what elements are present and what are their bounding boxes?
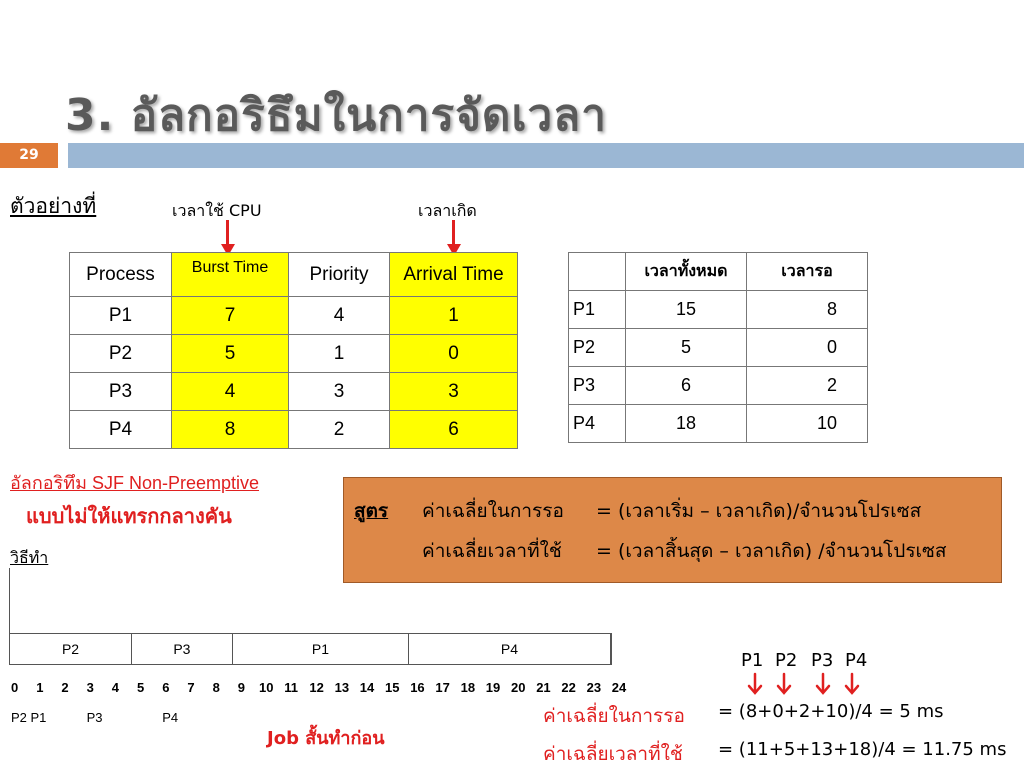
- cell-process: P2: [70, 335, 172, 373]
- example-label: ตัวอย่างที่: [10, 194, 97, 218]
- header-bar: [68, 143, 1024, 168]
- avg-wait-expr: = (8+0+2+10)/4 = 5 ms: [718, 701, 944, 722]
- header-burst-time: Burst Time: [172, 253, 289, 297]
- gantt-tick: 7: [187, 680, 195, 695]
- header-empty: [569, 253, 626, 291]
- formula-line1-expr: = (เวลาเริ่ม – เวลาเกิด)/จำนวนโปรเซส: [596, 500, 922, 522]
- arrow-down-icon: [846, 674, 858, 693]
- cell-process: P4: [569, 405, 626, 443]
- cell-priority: 2: [289, 411, 390, 449]
- formula-line2-expr: = (เวลาสิ้นสุด – เวลาเกิด) /จำนวนโปรเซส: [596, 540, 947, 562]
- gantt-arrival-label: P3: [86, 710, 103, 725]
- result-table: [568, 252, 868, 443]
- cell-wait: 10: [747, 405, 868, 443]
- cell-burst: 5: [172, 335, 289, 373]
- header-total-time: เวลาทั้งหมด: [626, 253, 747, 291]
- proc-label-p3: P3: [811, 650, 834, 671]
- method-label: วิธีทำ: [10, 548, 49, 567]
- gantt-tick: 17: [435, 680, 450, 695]
- gantt-tick: 23: [586, 680, 602, 695]
- formula-box: [343, 477, 1002, 583]
- cell-process: P1: [569, 291, 626, 329]
- gantt-tick: 19: [485, 680, 501, 695]
- table-row: [569, 291, 868, 329]
- avg-wait-label: ค่าเฉลี่ยในการรอ: [543, 705, 685, 727]
- gantt-tick: 8: [212, 680, 220, 695]
- header-arrival-time: Arrival Time: [390, 253, 518, 297]
- formula-line2-name: ค่าเฉลี่ยเวลาที่ใช้: [422, 540, 562, 562]
- cell-wait: 8: [747, 291, 868, 329]
- cell-process: P3: [569, 367, 626, 405]
- cell-burst: 4: [172, 373, 289, 411]
- table-row: [569, 329, 868, 367]
- gantt-tick: 12: [309, 680, 324, 695]
- gantt-tick: 6: [162, 680, 170, 695]
- gantt-segment-p4: P4: [409, 634, 611, 664]
- gantt-tick: 18: [460, 680, 476, 695]
- gantt-tick: 11: [284, 680, 298, 695]
- header-wait-time: เวลารอ: [747, 253, 868, 291]
- cell-total: 5: [626, 329, 747, 367]
- cell-priority: 3: [289, 373, 390, 411]
- cell-process: P4: [70, 411, 172, 449]
- gantt-tick: 2: [61, 680, 69, 695]
- cell-process: P3: [70, 373, 172, 411]
- table-row: [70, 373, 518, 411]
- table-row: [569, 367, 868, 405]
- gantt-segment-p2: P2: [10, 634, 132, 664]
- gantt-tick: 22: [561, 680, 576, 695]
- gantt-tick: 9: [237, 680, 246, 695]
- gantt-chart: [9, 633, 612, 665]
- gantt-tick: 13: [334, 680, 350, 695]
- gantt-tick: 24: [611, 680, 627, 695]
- arrow-arrival-shaft: [452, 220, 455, 246]
- cell-wait: 0: [747, 329, 868, 367]
- table-row: [70, 411, 518, 449]
- label-cpu-time: เวลาใช้ CPU: [172, 201, 262, 220]
- process-table: [69, 252, 518, 449]
- cell-priority: 1: [289, 335, 390, 373]
- arrow-down-icon: [749, 674, 761, 693]
- label-arrival-time: เวลาเกิด: [418, 201, 477, 220]
- proc-label-p1: P1: [741, 650, 764, 671]
- proc-label-p4: P4: [845, 650, 868, 671]
- cell-priority: 4: [289, 297, 390, 335]
- table-row: [70, 297, 518, 335]
- gantt-tick: 5: [137, 680, 145, 695]
- header-process: Process: [70, 253, 172, 297]
- gantt-tick: 3: [86, 680, 94, 695]
- arrow-down-icon: [778, 674, 790, 693]
- gantt-tick: 4: [111, 680, 120, 695]
- gantt-segment-p3: P3: [132, 634, 233, 664]
- formula-label: สูตร: [354, 500, 389, 522]
- gantt-tick: 10: [259, 680, 274, 695]
- page-number: 29: [0, 143, 58, 168]
- cell-burst: 8: [172, 411, 289, 449]
- gantt-tick: 21: [536, 680, 551, 695]
- algorithm-name: อัลกอริทึม SJF Non-Preemptive: [10, 473, 260, 493]
- gantt-tick: 0: [11, 680, 19, 695]
- cell-process: P2: [569, 329, 626, 367]
- table-header-row: [569, 253, 868, 291]
- cell-arrival: 1: [390, 297, 518, 335]
- table-row: [70, 335, 518, 373]
- cell-arrival: 6: [390, 411, 518, 449]
- gantt-tick: 15: [385, 680, 400, 695]
- arrow-cpu-shaft: [226, 220, 229, 246]
- gantt-arrival-label: P4: [162, 710, 179, 725]
- cell-process: P1: [70, 297, 172, 335]
- formula-line1-name: ค่าเฉลี่ยในการรอ: [422, 500, 564, 522]
- proc-arrows: [745, 672, 865, 698]
- gantt-tick: 1: [36, 680, 44, 695]
- gantt-arrival-label: P2 P1: [11, 710, 47, 725]
- cell-total: 6: [626, 367, 747, 405]
- arrow-down-icon: [817, 674, 829, 693]
- algorithm-subtitle: แบบไม่ให้แทรกกลางคัน: [26, 504, 232, 528]
- gantt-tick: 20: [511, 680, 526, 695]
- job-note: Job สั้นทำก่อน: [267, 728, 385, 749]
- header-priority: Priority: [289, 253, 390, 297]
- proc-label-p2: P2: [775, 650, 798, 671]
- cell-burst: 7: [172, 297, 289, 335]
- avg-turnaround-label: ค่าเฉลี่ยเวลาที่ใช้: [543, 743, 683, 765]
- gantt-segment-p1: P1: [233, 634, 409, 664]
- cell-arrival: 0: [390, 335, 518, 373]
- cell-total: 15: [626, 291, 747, 329]
- cell-arrival: 3: [390, 373, 518, 411]
- gantt-tick: 16: [410, 680, 425, 695]
- cell-wait: 2: [747, 367, 868, 405]
- slide-title: 3. อัลกอริธึมในการจัดเวลา: [65, 90, 607, 141]
- cell-total: 18: [626, 405, 747, 443]
- table-header-row: [70, 253, 518, 297]
- gantt-frame: [9, 568, 10, 633]
- avg-turnaround-expr: = (11+5+13+18)/4 = 11.75 ms: [718, 739, 1007, 760]
- gantt-tick: 14: [359, 680, 375, 695]
- table-row: [569, 405, 868, 443]
